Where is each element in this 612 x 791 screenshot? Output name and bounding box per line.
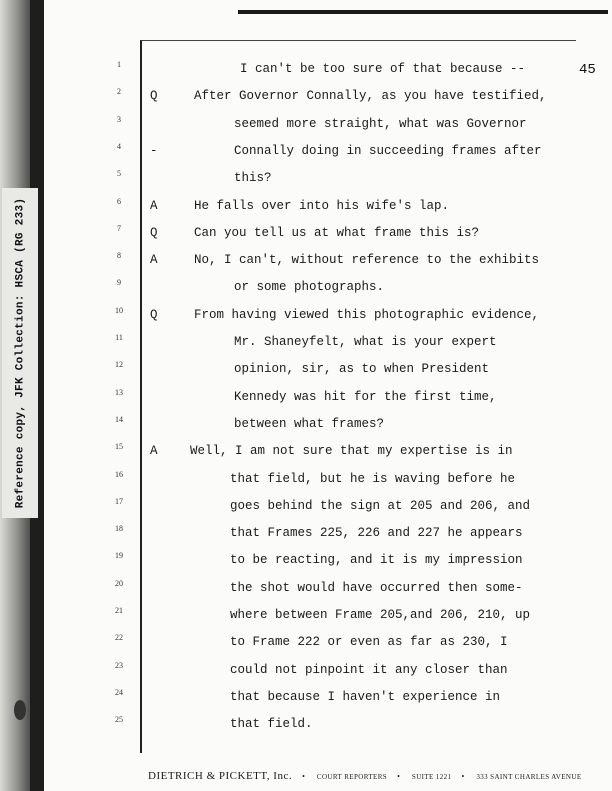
reference-copy-stamp-text: Reference copy, JFK Collection: HSCA (RG 233) <box>14 197 26 509</box>
line-text: He falls over into his wife's lap. <box>194 198 450 213</box>
line-number: 9 <box>117 278 121 288</box>
line-text: or some photographs. <box>234 280 385 295</box>
transcript-line <box>0 608 612 634</box>
line-number: 15 <box>115 442 123 452</box>
line-number: 7 <box>117 223 121 233</box>
line-number: 25 <box>115 715 123 725</box>
transcript-line <box>0 114 612 143</box>
speaker-label: Q <box>150 89 158 104</box>
line-text: the shot would have occurred then some- <box>230 580 523 595</box>
footer-firm: DIETRICH & PICKETT, Inc. <box>148 770 293 782</box>
line-text: that Frames 225, 226 and 227 he appears <box>230 526 523 541</box>
transcript-line <box>0 171 612 197</box>
footer-role: COURT REPORTERS <box>316 773 388 781</box>
line-number: 16 <box>115 469 123 479</box>
transcript-line <box>0 687 612 716</box>
line-number: 19 <box>115 551 123 561</box>
line-text: Well, I am not sure that my expertise is in <box>190 444 513 459</box>
transcript-line <box>0 578 612 607</box>
line-text: that because I haven't experience in <box>230 689 501 704</box>
footer-suite: SUITE 1221 <box>411 773 452 781</box>
footer-bullet: • <box>461 772 465 781</box>
line-number: 2 <box>117 87 121 97</box>
line-text: seemed more straight, what was Governor <box>234 116 527 131</box>
transcript-line <box>0 469 612 498</box>
transcript-line <box>0 141 612 170</box>
transcript-line <box>0 444 612 470</box>
speaker-label: A <box>150 253 158 268</box>
line-number: 14 <box>115 414 123 424</box>
line-text: After Governor Connally, as you have testified, <box>194 89 547 104</box>
speaker-label: Q <box>150 225 158 240</box>
line-number: 22 <box>115 633 123 643</box>
speaker-label: A <box>150 198 158 213</box>
line-text: that field. <box>230 717 313 732</box>
line-text: where between Frame 205,and 206, 210, up <box>230 608 531 622</box>
transcript-line <box>0 335 612 361</box>
transcript-line <box>0 660 612 689</box>
line-text: Can you tell us at what frame this is? <box>194 225 480 240</box>
transcript-line <box>0 526 612 552</box>
transcript-line <box>0 362 612 388</box>
speaker-label: A <box>150 444 158 459</box>
line-number: 1 <box>117 60 121 69</box>
line-text: this? <box>234 171 272 186</box>
transcript-line <box>0 414 612 443</box>
transcript-line <box>0 196 612 225</box>
transcript-line <box>0 89 612 115</box>
line-text: Mr. Shaneyfelt, what is your expert <box>234 335 497 349</box>
line-number: 21 <box>115 606 123 615</box>
line-number: 3 <box>117 114 121 124</box>
line-text: Connally doing in succeeding frames after <box>234 143 542 158</box>
footer-address: 333 SAINT CHARLES AVENUE <box>476 773 582 781</box>
transcript-line <box>0 553 612 579</box>
transcript-line <box>0 253 612 279</box>
line-text: that field, but he is waving before he <box>230 471 516 486</box>
line-number: 12 <box>115 360 123 370</box>
transcript-line <box>0 305 612 334</box>
transcript-line <box>0 62 612 88</box>
line-number: 23 <box>115 660 123 670</box>
top-rule <box>238 10 608 14</box>
transcript-line <box>0 635 612 661</box>
line-number: 20 <box>115 578 123 588</box>
transcript-line <box>0 717 612 743</box>
line-number: 5 <box>117 169 121 179</box>
transcript-line <box>0 387 612 416</box>
line-number: 8 <box>117 251 121 261</box>
page-number: 45 <box>579 62 596 78</box>
transcript-line <box>0 496 612 525</box>
footer-bullet: • <box>397 772 400 781</box>
line-text: No, I can't, without reference to the exhibits <box>194 253 540 268</box>
line-number: 10 <box>115 305 123 315</box>
line-text: between what frames? <box>234 416 385 431</box>
line-number: 11 <box>115 333 123 342</box>
line-number: 6 <box>117 196 121 206</box>
speaker-label: - <box>150 143 158 158</box>
line-number: 13 <box>115 387 123 397</box>
line-text: goes behind the sign at 205 and 206, and <box>230 498 531 513</box>
line-number: 24 <box>115 687 123 697</box>
speaker-label: Q <box>150 307 158 322</box>
footer-bullet: • <box>302 772 305 781</box>
line-number: 4 <box>117 141 121 151</box>
transcript-line <box>0 223 612 252</box>
line-text: could not pinpoint it any closer than <box>230 662 508 677</box>
line-text: to be reacting, and it is my impression <box>230 553 523 568</box>
line-text: Kennedy was hit for the first time, <box>234 389 497 404</box>
page-footer <box>148 766 582 784</box>
line-text: to Frame 222 or even as far as 230, I <box>230 635 508 650</box>
line-text: opinion, sir, as to when President <box>234 362 490 377</box>
line-number: 17 <box>115 496 123 506</box>
line-text: From having viewed this photographic evidence, <box>194 307 540 322</box>
line-text: I can't be too sure of that because -- <box>240 62 526 76</box>
line-number: 18 <box>115 524 123 534</box>
transcript-line <box>0 280 612 306</box>
